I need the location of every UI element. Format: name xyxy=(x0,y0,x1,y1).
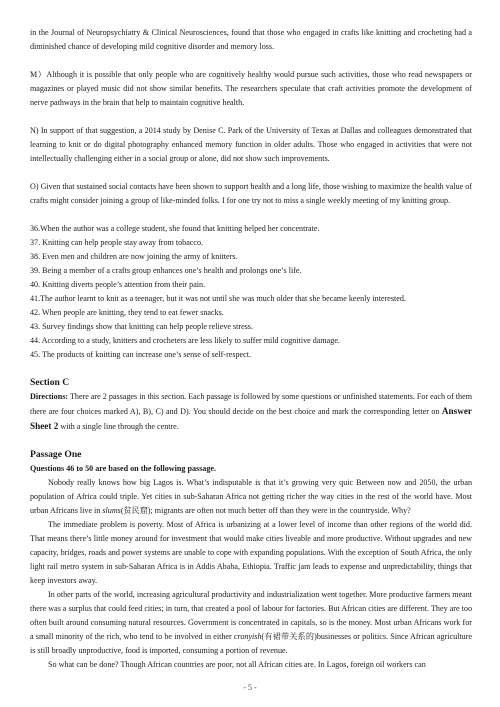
statement-item: 38. Even men and children are now joining the army of knitters. xyxy=(30,252,238,261)
passage-title: Passage One xyxy=(30,449,82,460)
paragraph-o: O) Given that sustained social contacts have been shown to support health and a long life, those wishing to maximize the health value of crafts might consider joining a group of like-minded folks. I for one try not to miss a single weekly meeting of my knitting group. xyxy=(30,182,472,205)
word-gloss: (有裙带关系的) xyxy=(261,632,317,641)
glossed-word: cronyish xyxy=(233,632,262,641)
glossed-word: slums xyxy=(102,506,121,515)
passage-text: Nobody really knows how big Lagos is. What’s indisputable is that it’s growing very quic Between now and 2050, the urban population of Africa could triple. Yet cities in sub-Saharan Africa not getting richer the way cities in the rest of the world have. Most urban Africans live in xyxy=(30,478,472,515)
statement-item: 44. According to a study, knitters and crocheters are less likely to suffer mild cognitive damage. xyxy=(30,336,340,345)
passage-paragraph-2: The immediate problem is poverty. Most of Africa is urbanizing at a lower level of income than other regions of the world did. That means there’s little money around for investment that would make cities liveable and more productive. Without upgrades and new capacity, bridges, roads and power systems are unable to cope with expanding populations. With the exception of South Africa, the only light rail metro system in sub-Saharan Africa is in Addis Ababa, Ethiopia. Traffic jam leads to expense and unpredictability, things that keep investors away. xyxy=(30,520,472,585)
statement-item: 39. Being a member of a crafts group enhances one’s health and prolongs one’s life. xyxy=(30,266,302,275)
passage-paragraph-1 xyxy=(30,476,472,518)
passage-paragraph-3 xyxy=(30,588,472,658)
statement-item: 41.The author learnt to knit as a teenager, but it was not until she was much older that she became keenly interested. xyxy=(30,294,406,303)
statement-item: 42. When people are knitting, they tend to eat fewer snacks. xyxy=(30,308,224,317)
directions-end: with a single line through the centre. xyxy=(58,422,179,431)
passage-text: businesses or politics. Since African agriculture is still broadly unproductive, food is imported, consuming a portion of revenue. xyxy=(30,632,472,655)
section-heading: Section C xyxy=(30,377,70,388)
paragraph-l: in the Journal of Neuropsychiatry & Clinical Neurosciences, found that those who engaged in crafts like knitting and crocheting had a diminished chance of developing mild cognitive disorder and memory loss. xyxy=(30,28,472,51)
statement-item: 36.When the author was a college student, she found that knitting helped her concentrate. xyxy=(30,224,320,233)
statement-item: 43. Survey findings show that knitting can help people relieve stress. xyxy=(30,322,253,331)
word-gloss: (贫民窟) xyxy=(120,506,151,515)
directions-label: Directions: xyxy=(30,392,69,401)
directions-text: There are 2 passages in this section. Each passage is followed by some questions or unfinished statements. For each of them there are four choices marked A), B), C) and D). You should decide on the best choice and mark the corresponding letter on xyxy=(30,392,472,416)
statement-item: 45. The products of knitting can increase one’s sense of self-respect. xyxy=(30,350,252,359)
section-directions xyxy=(30,390,472,434)
passage-paragraph-4: So what can be done? Though African countries are poor, not all African cities are. In Lagos, foreign oil workers can xyxy=(48,660,426,669)
paragraph-m: M）Although it is possible that only people who are cognitively healthy would pursue such activities, those who read newspapers or magazines or played music did not show similar benefits. The researchers speculate that craft activities promote the development of nerve pathways in the brain that help to maintain cognitive health. xyxy=(30,70,472,107)
statement-item: 40. Knitting diverts people’s attention from their pain. xyxy=(30,280,206,289)
statement-list xyxy=(30,222,472,362)
statement-item: 37. Knitting can help people stay away from tobacco. xyxy=(30,238,204,247)
paragraph-n: N) In support of that suggestion, a 2014 study by Denise C. Park of the University of Texas at Dallas and colleagues demonstrated that learning to knit or do digital photography enhanced memory function in older adults. Those who engaged in activities that were not intellectually challenging either in a social group or alone, did not show such improvements. xyxy=(30,126,472,163)
questions-range: Questions 46 to 50 are based on the following passage. xyxy=(30,464,217,473)
page-number: - 5 - xyxy=(243,683,257,692)
passage-text: ; migrants are often not much better off than they were in the countryside. Why? xyxy=(150,506,411,515)
passage-text: In other parts of the world, increasing agricultural productivity and industrialization went together. More productive farmers meant there was a surplus that could feed cities; in turn, that created a pool of labour for factories. But African cities are different. They are too often built around consuming natural resources. Government is concentrated in capitals, so is the money. Most urban Africans work for a small minority of the rich, who tend to be involved in either xyxy=(30,590,472,641)
document-page xyxy=(30,26,472,672)
answer-sheet-label: Answer Sheet 2 xyxy=(30,406,472,431)
